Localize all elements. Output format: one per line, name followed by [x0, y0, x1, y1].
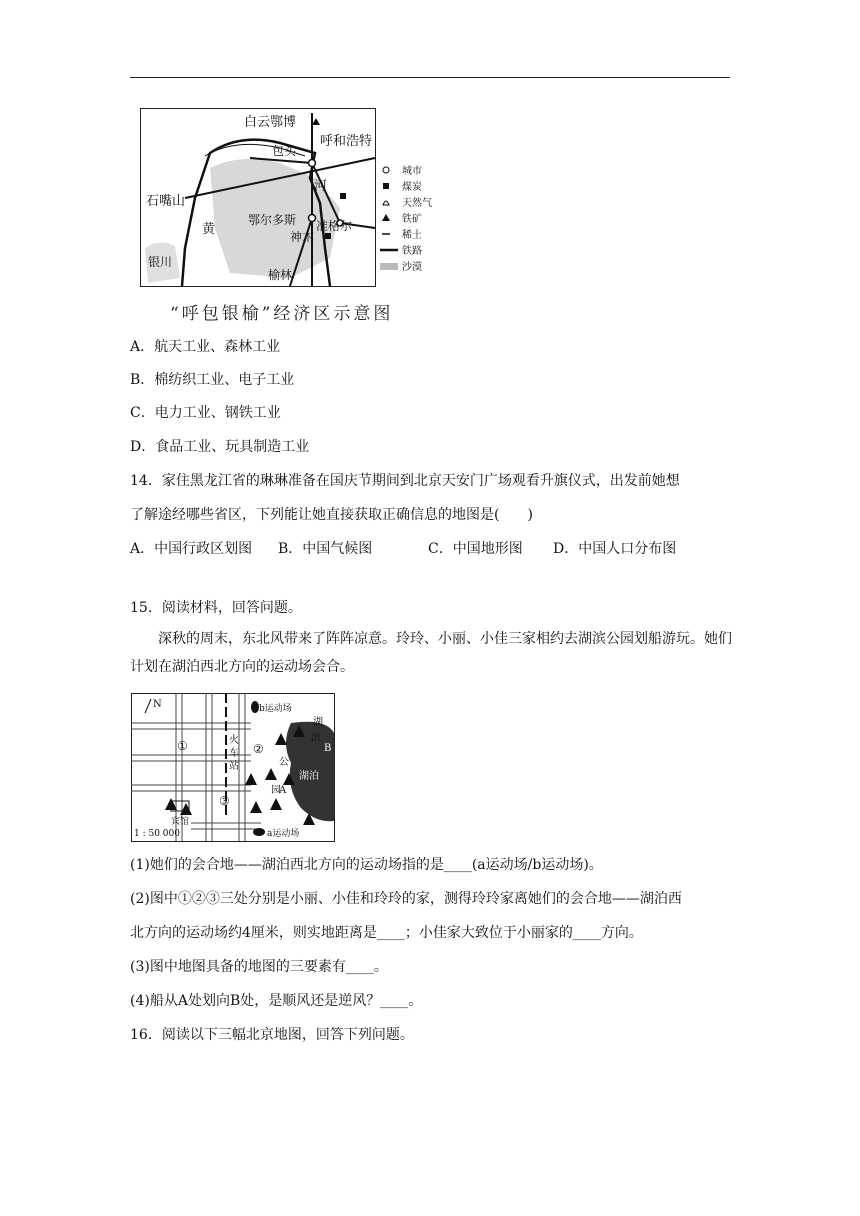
svg-text:天然气: 天然气	[402, 198, 432, 209]
q14-option-d: D．中国人口分布图	[553, 541, 677, 557]
q14-stem-line1: 14．家住黑龙江省的琳琳准备在国庆节期间到北京天安门广场观看升旗仪式，出发前她想	[130, 473, 680, 489]
q14-options	[130, 539, 676, 559]
lake-top-label-1: 湖	[313, 717, 323, 728]
svg-text:煤炭: 煤炭	[402, 182, 422, 193]
label-huang: 黄	[202, 222, 216, 237]
label-eerduosi: 鄂尔多斯	[248, 213, 297, 227]
label-he: 河	[314, 179, 328, 194]
q13-option-d: D．食品工业、玩具制造工业	[130, 439, 310, 455]
b-field-label: b运动场	[259, 704, 292, 714]
label-yulin: 榆林	[268, 268, 293, 282]
q14-option-b: B．中国气候图	[278, 541, 373, 557]
svg-text:铁路: 铁路	[402, 246, 422, 257]
label-zhungeer: 准格尔	[316, 219, 353, 233]
q14-option-a: A．中国行政区划图	[130, 541, 253, 557]
park-label-2: 园	[271, 785, 281, 796]
park-label-1: 公	[279, 757, 289, 768]
station-label-3: 站	[229, 761, 239, 772]
label-yinchuan: 银川	[148, 255, 173, 269]
home-2-marker: ②	[253, 742, 264, 756]
q15-sub2-line1: (2)图中①②③三处分别是小丽、小佳和玲玲的家，测得玲玲家离她们的会合地——湖泊西	[130, 891, 682, 907]
station-label-2: 车	[229, 748, 239, 759]
scale-label: 1 : 50 000	[134, 829, 180, 839]
home-1-marker: ①	[177, 739, 188, 753]
q15-sub3: (3)图中地图具备的地图的三要素有____。	[130, 959, 388, 975]
b-field-icon	[251, 701, 259, 713]
q13-option-b: B．棉纺织工业、电子工业	[130, 372, 295, 388]
point-b-label: B	[324, 743, 332, 754]
q15-sub2-line2: 北方向的运动场约4厘米，则实地距离是____；小佳家大致位于小丽家的____方向。	[130, 925, 643, 941]
label-shizuishan: 石嘴山	[146, 194, 186, 209]
header-rule	[130, 77, 730, 78]
city-marker	[309, 160, 316, 167]
q14-stem-line2: 了解途经哪些省区，下列能让她直接获取正确信息的地图是( )	[130, 507, 533, 523]
svg-text:铁矿: 铁矿	[402, 214, 422, 225]
point-a-label: A	[279, 785, 287, 796]
map-legend	[380, 164, 432, 273]
map-caption: “呼包银榆”经济区示意图	[170, 304, 394, 324]
a-field-icon	[253, 828, 265, 836]
lake-top-label-2: 滨	[311, 733, 321, 744]
hotel-label: 宾馆	[171, 817, 190, 827]
q14-option-c: C．中国地形图	[428, 541, 523, 557]
a-field-label: a运动场	[267, 829, 300, 839]
q15-title: 15．阅读材料，回答问题。	[130, 600, 302, 616]
lake-label: 湖泊	[299, 771, 319, 782]
economic-zone-map	[140, 108, 440, 290]
north-label: N	[153, 699, 162, 710]
q16-title: 16．阅读以下三幅北京地图，回答下列问题。	[130, 1027, 414, 1043]
station-label-1: 火	[229, 735, 239, 746]
q13-option-c: C．电力工业、钢铁工业	[130, 405, 281, 421]
label-huhe: 呼和浩特	[320, 134, 373, 149]
label-baotou: 包头	[272, 144, 297, 158]
q15-sub1: (1)她们的会合地——湖泊西北方向的运动场指的是____(a运动场/b运动场)。	[130, 857, 603, 873]
q15-material: 深秋的周末，东北风带来了阵阵凉意。玲玲、小丽、小佳三家相约去湖滨公园划船游玩。她们计划在湖泊西北方向的运动场会合。	[130, 631, 732, 675]
home-3-marker: ③	[219, 794, 230, 808]
q13-option-a: A．航天工业、森林工业	[130, 339, 281, 355]
svg-text:稀土: 稀土	[402, 230, 422, 241]
label-shenmu: 神木	[290, 230, 315, 244]
svg-text:城市: 城市	[402, 166, 422, 177]
lakeside-park-map	[131, 693, 336, 843]
svg-text:沙漠: 沙漠	[402, 262, 422, 273]
q15-sub4: (4)船从A处划向B处，是顺风还是逆风？____。	[130, 993, 423, 1009]
label-baiyun: 白云鄂博	[244, 115, 297, 130]
